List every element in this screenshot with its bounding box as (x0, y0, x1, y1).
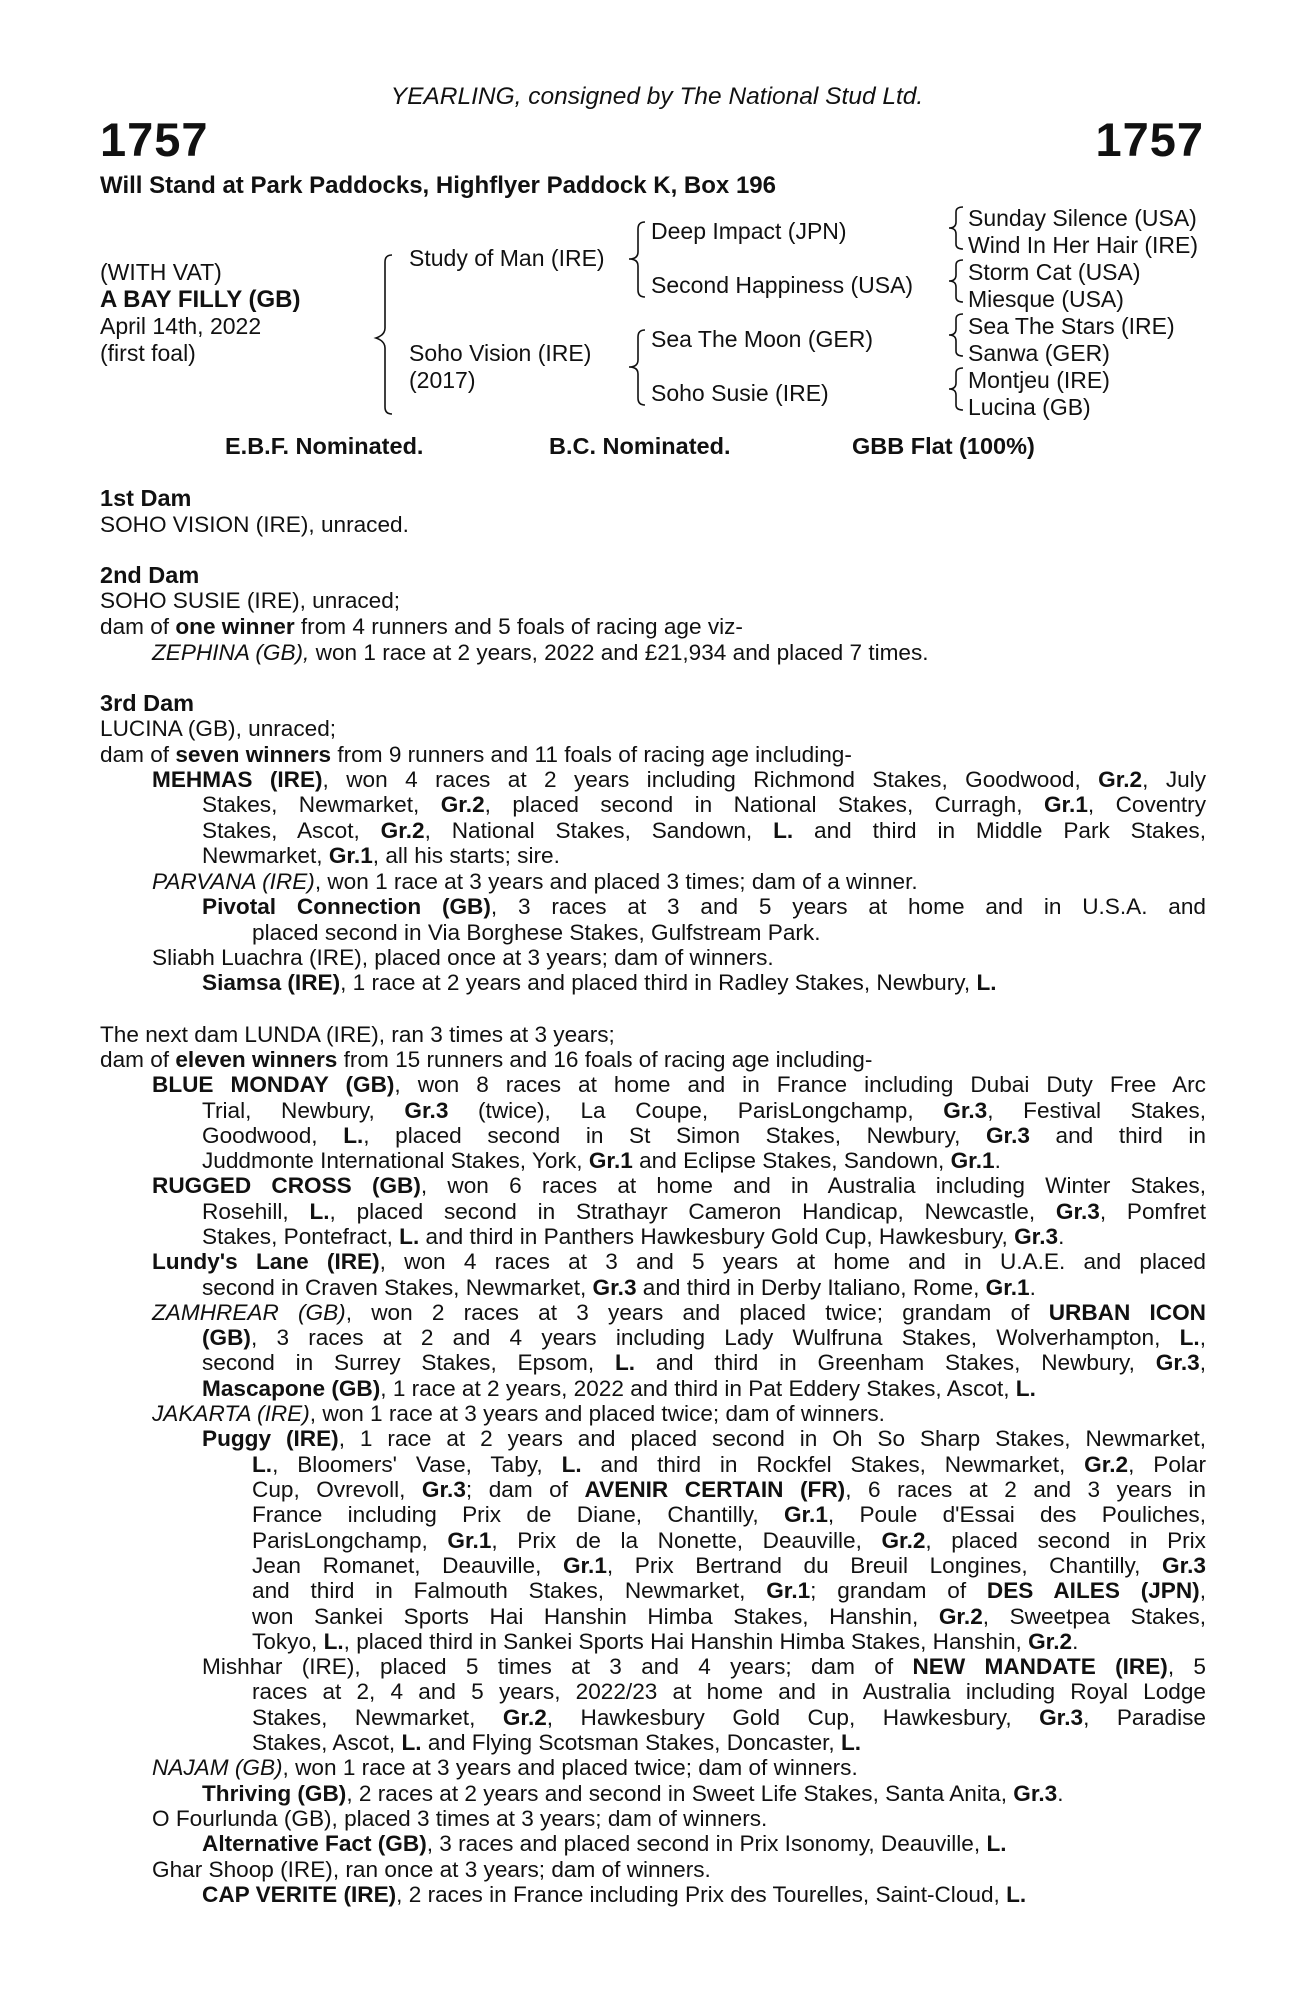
mehmas-line-4: Newmarket, Gr.1, all his starts; sire. (202, 843, 560, 868)
jakarta-line: JAKARTA (IRE), won 1 race at 3 years and placed twice; dam of winners. (152, 1401, 885, 1426)
pedigree-g3-5: Sea The Stars (IRE) (968, 313, 1175, 339)
pedigree-g3-6: Sanwa (GER) (968, 340, 1110, 366)
pedigree-g3-2: Wind In Her Hair (IRE) (968, 232, 1199, 258)
horse-name: A BAY FILLY (GB) (100, 286, 301, 313)
nomination-ebf: E.B.F. Nominated. (225, 433, 424, 459)
mascapone-line: Mascapone (GB), 1 race at 2 years, 2022 and third in Pat Eddery Stakes, Ascot, L. (202, 1376, 1036, 1401)
blue-monday-line-2: Trial, Newbury, Gr.3 (twice), La Coupe, ParisLongchamp, Gr.3, Festival Stakes, (202, 1098, 1206, 1123)
pivotal-connection-line-2: placed second in Via Borghese Stakes, Gulfstream Park. (252, 920, 821, 945)
stand-location: Will Stand at Park Paddocks, Highflyer Paddock K, Box 196 (100, 172, 776, 199)
pedigree-sire-sire: Deep Impact (JPN) (651, 218, 847, 244)
lundys-lane-line-1: Lundy's Lane (IRE), won 4 races at 3 and 5 years at home and in U.A.E. and placed (152, 1249, 1206, 1274)
puggy-line-6: Jean Romanet, Deauville, Gr.1, Prix Bertrand du Breuil Longines, Chantilly, Gr.3 (252, 1553, 1206, 1578)
consignment-line: YEARLING, consigned by The National Stud Ltd. (390, 83, 924, 110)
zamhrear-line-3: second in Surrey Stakes, Epsom, L. and third in Greenham Stakes, Newbury, Gr.3, (202, 1350, 1206, 1375)
puggy-line-9: Tokyo, L., placed third in Sankei Sports Hai Hanshin Himba Stakes, Hanshin, Gr.2. (252, 1629, 1079, 1654)
vat-note: (WITH VAT) (100, 259, 222, 285)
mehmas-line-3: Stakes, Ascot, Gr.2, National Stakes, Sandown, L. and third in Middle Park Stakes, (202, 818, 1206, 843)
pedigree-dam-dam: Soho Susie (IRE) (651, 380, 829, 406)
puggy-line-2: L., Bloomers' Vase, Taby, L. and third in Rockfel Stakes, Newmarket, Gr.2, Polar (252, 1452, 1206, 1477)
second-dam-heading: 2nd Dam (100, 562, 200, 588)
pedigree-g3-8: Lucina (GB) (968, 394, 1091, 420)
third-dam-heading: 3rd Dam (100, 690, 195, 716)
foal-note: (first foal) (100, 340, 196, 366)
third-dam-line-1: LUCINA (GB), unraced; (100, 716, 337, 741)
pedigree-g3-1: Sunday Silence (USA) (968, 205, 1197, 231)
o-fourlunda-line: O Fourlunda (GB), placed 3 times at 3 years; dam of winners. (152, 1806, 768, 1831)
blue-monday-line-1: BLUE MONDAY (GB), won 8 races at home and in France including Dubai Duty Free Arc (152, 1072, 1206, 1097)
puggy-line-8: won Sankei Sports Hai Hanshin Himba Stakes, Hanshin, Gr.2, Sweetpea Stakes, (252, 1604, 1206, 1629)
pedigree-g3-4: Miesque (USA) (968, 286, 1124, 312)
lundys-lane-line-2: second in Craven Stakes, Newmarket, Gr.3 and third in Derby Italiano, Rome, Gr.1. (202, 1275, 1036, 1300)
puggy-line-7: and third in Falmouth Stakes, Newmarket, Gr.1; grandam of DES AILES (JPN), (252, 1578, 1206, 1603)
puggy-line-4: France including Prix de Diane, Chantilly, Gr.1, Poule d'Essai des Pouliches, (252, 1502, 1206, 1527)
mishhar-line-2: races at 2, 4 and 5 years, 2022/23 at home and in Australia including Royal Lodge (252, 1679, 1206, 1704)
pedigree-sire-dam: Second Happiness (USA) (651, 272, 914, 298)
foaling-date: April 14th, 2022 (100, 313, 262, 339)
second-dam-line-1: SOHO SUSIE (IRE), unraced; (100, 588, 401, 613)
next-dam-line-1: The next dam LUNDA (IRE), ran 3 times at 3 years; (100, 1022, 615, 1047)
nomination-bc: B.C. Nominated. (549, 433, 731, 459)
nomination-gbb: GBB Flat (100%) (852, 433, 1035, 459)
second-dam-line-2: dam of one winner from 4 runners and 5 foals of racing age viz- (100, 614, 743, 639)
first-dam-heading: 1st Dam (100, 485, 192, 511)
alternative-fact-line: Alternative Fact (GB), 3 races and placed second in Prix Isonomy, Deauville, L. (202, 1831, 1007, 1856)
lot-number-right: 1757 (1095, 113, 1204, 166)
blue-monday-line-4: Juddmonte International Stakes, York, Gr.1 and Eclipse Stakes, Sandown, Gr.1. (202, 1148, 1001, 1173)
second-dam-produce-1: ZEPHINA (GB), won 1 race at 2 years, 2022 and £21,934 and placed 7 times. (152, 640, 929, 665)
first-dam-line: SOHO VISION (IRE), unraced. (100, 512, 409, 537)
blue-monday-line-3: Goodwood, L., placed second in St Simon Stakes, Newbury, Gr.3 and third in (202, 1123, 1206, 1148)
zamhrear-line-2: (GB), 3 races at 2 and 4 years including Lady Wulfruna Stakes, Wolverhampton, L., (202, 1325, 1206, 1350)
mehmas-line-2: Stakes, Newmarket, Gr.2, placed second in National Stakes, Curragh, Gr.1, Coventry (202, 792, 1206, 817)
pedigree-sire: Study of Man (IRE) (409, 245, 605, 271)
mishhar-line-4: Stakes, Ascot, L. and Flying Scotsman Stakes, Doncaster, L. (252, 1730, 862, 1755)
ghar-shoop-line: Ghar Shoop (IRE), ran once at 3 years; dam of winners. (152, 1857, 711, 1882)
parvana-line: PARVANA (IRE), won 1 race at 3 years and placed 3 times; dam of a winner. (152, 869, 918, 894)
najam-line: NAJAM (GB), won 1 race at 3 years and placed twice; dam of winners. (152, 1755, 858, 1780)
pivotal-connection-line-1: Pivotal Connection (GB), 3 races at 3 and 5 years at home and in U.S.A. and (202, 894, 1206, 919)
pedigree-dam-year: (2017) (409, 367, 476, 393)
mishhar-line-3: Stakes, Newmarket, Gr.2, Hawkesbury Gold Cup, Hawkesbury, Gr.3, Paradise (252, 1705, 1206, 1730)
pedigree-g3-3: Storm Cat (USA) (968, 259, 1141, 285)
puggy-line-3: Cup, Ovrevoll, Gr.3; dam of AVENIR CERTAIN (FR), 6 races at 2 and 3 years in (252, 1477, 1207, 1502)
third-dam-line-2: dam of seven winners from 9 runners and 11 foals of racing age including- (100, 742, 852, 767)
mehmas-line-1: MEHMAS (IRE), won 4 races at 2 years including Richmond Stakes, Goodwood, Gr.2, July (152, 767, 1206, 792)
thriving-line: Thriving (GB), 2 races at 2 years and second in Sweet Life Stakes, Santa Anita, Gr.3. (202, 1781, 1064, 1806)
cap-verite-line: CAP VERITE (IRE), 2 races in France including Prix des Tourelles, Saint-Cloud, L. (202, 1882, 1027, 1907)
pedigree-dam-sire: Sea The Moon (GER) (651, 326, 874, 352)
next-dam-line-2: dam of eleven winners from 15 runners and 16 foals of racing age including- (100, 1047, 873, 1072)
siamsa-line: Siamsa (IRE), 1 race at 2 years and placed third in Radley Stakes, Newbury, L. (202, 970, 997, 995)
lot-number-left: 1757 (100, 113, 209, 166)
zamhrear-line-1: ZAMHREAR (GB), won 2 races at 3 years and placed twice; grandam of URBAN ICON (152, 1300, 1206, 1325)
puggy-line-5: ParisLongchamp, Gr.1, Prix de la Nonette, Deauville, Gr.2, placed second in Prix (252, 1528, 1206, 1553)
rugged-cross-line-2: Rosehill, L., placed second in Strathayr Cameron Handicap, Newcastle, Gr.3, Pomfret (202, 1199, 1206, 1224)
puggy-line-1: Puggy (IRE), 1 race at 2 years and placed second in Oh So Sharp Stakes, Newmarket, (202, 1426, 1206, 1451)
rugged-cross-line-1: RUGGED CROSS (GB), won 6 races at home and in Australia including Winter Stakes, (152, 1173, 1206, 1198)
pedigree-dam: Soho Vision (IRE) (409, 340, 592, 366)
rugged-cross-line-3: Stakes, Pontefract, L. and third in Panthers Hawkesbury Gold Cup, Hawkesbury, Gr.3. (202, 1224, 1065, 1249)
sliabh-luachra-line: Sliabh Luachra (IRE), placed once at 3 years; dam of winners. (152, 945, 774, 970)
mishhar-line-1: Mishhar (IRE), placed 5 times at 3 and 4 years; dam of NEW MANDATE (IRE), 5 (202, 1654, 1207, 1679)
pedigree-g3-7: Montjeu (IRE) (968, 367, 1110, 393)
